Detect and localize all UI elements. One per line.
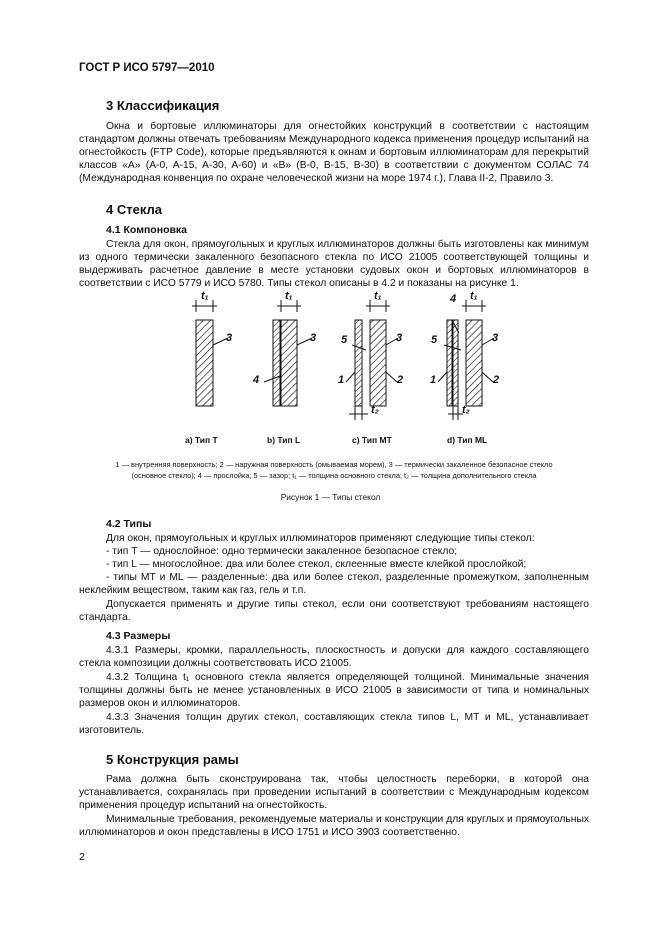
figure-legend-line-2: (основное стекло); 4 — прослойка; 5 — зазор; t₁ — толщина основного стекла; t₂ — толщина дополнительного стекла (131, 471, 537, 480)
subsection-4-1-title: 4.1 Компоновка (106, 224, 188, 236)
section-5-paragraph-2: Минимальные требования, рекомендуемые материалы и конструкции для круглых и прямоугольных иллюминаторов и окон представлены в ИСО 1751 и ИСО 3903 соответственно. (79, 814, 589, 839)
label-3-a: 3 (226, 332, 233, 344)
type-ml-extra-glass-1 (447, 320, 452, 406)
label-t2-c: t₂ (371, 404, 379, 416)
caption-type-ml: d) Тип ML (447, 435, 488, 445)
label-t1-b: t₁ (285, 290, 293, 302)
caption-type-l: b) Тип L (267, 435, 301, 445)
type-ml-main-glass (466, 320, 482, 406)
label-1-d: 1 (430, 374, 437, 386)
caption-type-mt: c) Тип MT (352, 435, 392, 445)
label-t2-d: t₂ (462, 404, 470, 416)
type-ml-extra-glass-2 (453, 320, 458, 406)
label-t1-c: t₁ (374, 290, 382, 302)
section-3-title: 3 Классификация (106, 98, 220, 113)
label-3-b: 3 (310, 332, 317, 344)
subsection-4-1-paragraph: Стекла для окон, прямоугольных и круглых иллюминаторов должны быть изготовлены как минимум из одного термически закаленного безопасного стекла по ИСО 21005 соответствующей толщины и выдерживать расчетное давление в месте установки судовых окон и бортовых иллюминаторов в соответствии с ИСО 5779 и ИСО 5780. Типы стекол описаны в 4.2 и показаны на рисунке 1. (79, 239, 589, 290)
section-5-title: 5 Конструкция рамы (106, 752, 239, 767)
label-2-d: 2 (493, 374, 500, 386)
figure-title: Рисунок 1 — Типы стекол (280, 492, 381, 502)
paragraph-4-3-1: 4.3.1 Размеры, кромки, параллельность, плоскостность и допуски для каждого составляющего стекла композиции должны соответствовать ИСО 21005. (79, 645, 589, 670)
section-5-paragraph-1: Рама должна быть сконструирована так, чтобы целостность переборки, в которой она устанавливается, сохранялась при проведении испытаний в соответствии с Международным кодексом применения процедур испытаний на огнестойкость. (79, 774, 589, 812)
type-l-main-glass (281, 320, 297, 406)
figure-legend-line-1: 1 — внутренняя поверхность; 2 — наружная поверхность (омываемая морем), 3 — термически закаленное безопасное стекло (115, 460, 553, 469)
label-4-d: 4 (450, 293, 457, 305)
label-2-c: 2 (397, 374, 404, 386)
subsection-4-2-note: Допускается применять и другие типы стекол, если они соответствуют требованиям настоящего стандарта. (79, 599, 589, 624)
subsection-4-2-title: 4.2 Типы (106, 518, 152, 530)
type-mt-main-glass (370, 320, 386, 406)
paragraph-4-3-2: 4.3.2 Толщина t₁ основного стекла является определяющей толщиной. Минимальные значения толщины должны быть не менее установленных в ИСО 21005 в зависимости от типа и номинальных размеров окон и иллюминаторов. (79, 672, 589, 710)
list-item-type-t: - тип T — однослойное: одно термически закаленное безопасное стекло; (106, 546, 458, 557)
section-3-paragraph: Окна и бортовые иллюминаторы для огнестойких конструкций в соответствии с настоящим стандартом должны отвечать требованиям Международного кодекса применения процедур испытаний на огнестойкость (FTP Code), которые предъявляются к окнам и бортовым иллюминаторам для перекрытий классов «A» (A-0, A-15, A-30, A-60) и «B» (B-0, B-15, B-30) в соответствии с документом СОЛАС 74 (Международная конвенция по охране человеческой жизни на море 1974 г.), Глава II-2, Правило 3. (79, 121, 589, 185)
label-4-b: 4 (253, 374, 260, 386)
document-header: ГОСТ Р ИСО 5797—2010 (79, 62, 215, 74)
caption-type-t: a) Тип T (185, 435, 218, 445)
section-4-title: 4 Стекла (106, 202, 162, 217)
type-l-extra-glass (273, 320, 280, 406)
label-t1-a: t₁ (201, 290, 209, 302)
label-1-c: 1 (338, 374, 345, 386)
list-item-type-mt-ml: - типы MT и ML — разделенные: два или более стекол, разделенные промежутком, заполненным неклейким веществом, таким как газ, гель и т.п. (79, 572, 589, 597)
paragraph-4-3-3: 4.3.3 Значения толщин других стекол, составляющих стекла типов L, MT и ML, устанавливает изготовитель. (79, 712, 589, 737)
type-mt-extra-glass (355, 320, 362, 406)
type-t-main-glass (196, 320, 213, 406)
label-5-d: 5 (431, 334, 438, 346)
page-number: 2 (79, 851, 85, 863)
label-5-c: 5 (341, 334, 348, 346)
subsection-4-3-title: 4.3 Размеры (106, 630, 171, 642)
list-item-type-l: - тип L — многослойное: два или более стекол, склеенные вместе клейкой прослойкой; (106, 559, 527, 570)
label-3-d: 3 (492, 332, 499, 344)
label-t1-d: t₁ (470, 290, 478, 302)
label-3-c: 3 (396, 332, 403, 344)
subsection-4-2-intro: Для окон, прямоугольных и круглых иллюминаторов применяют следующие типы стекол: (106, 533, 535, 544)
